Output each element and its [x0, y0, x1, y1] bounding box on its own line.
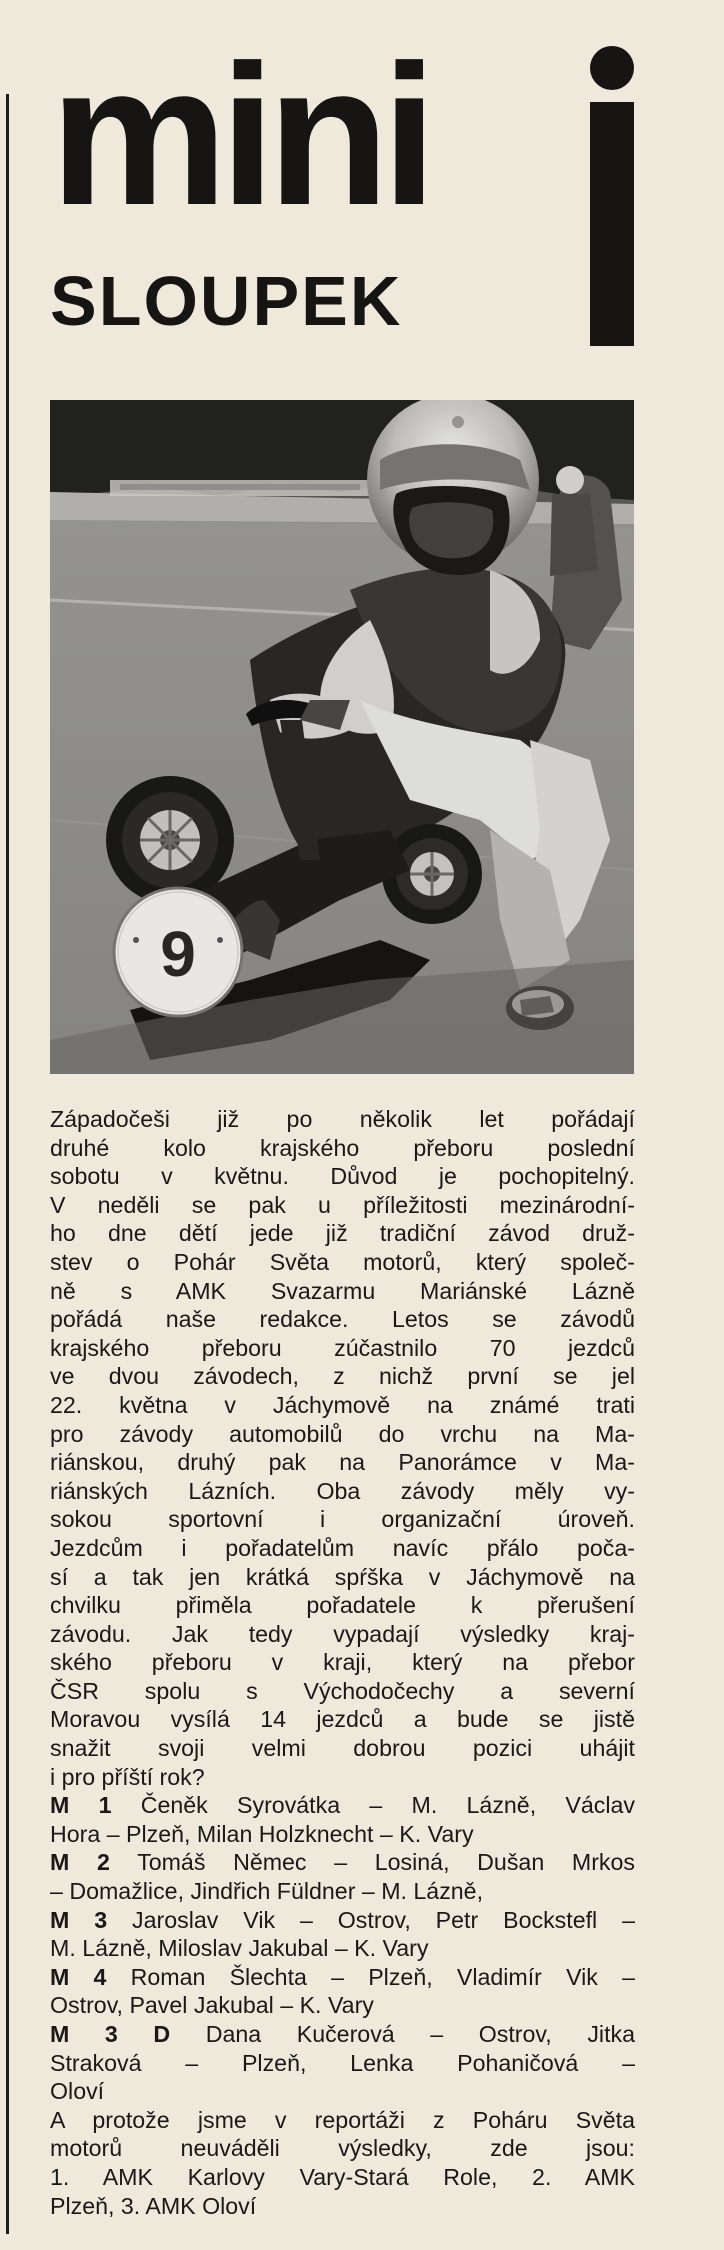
result-entry-m4: [50, 1963, 635, 2020]
result-category: M 1: [50, 1792, 112, 1819]
result-text: Ostrov, Pavel Jakubal – K. Vary: [50, 1992, 374, 2019]
article-line: ně s AMK Svazarmu Mariánské Lázně: [50, 1277, 635, 1304]
race-photo: [50, 400, 634, 1074]
left-column-rule: [6, 94, 9, 2234]
results-list: [50, 1791, 635, 2106]
article-line: chvilku přiměla pořadatele k přerušení: [50, 1592, 635, 1619]
article-line: motorů neuváděli výsledky, zde jsou:: [50, 2135, 635, 2162]
result-text: Hora – Plzeň, Milan Holzknecht – K. Vary: [50, 1820, 474, 1847]
article-line: Moravou vysílá 14 jezdců a bude se jistě: [50, 1706, 635, 1733]
article-line: pořádá naše redakce. Letos se závodů: [50, 1306, 635, 1333]
article-line: snažit svoji velmi dobrou pozici uhájit: [50, 1735, 635, 1762]
masthead-title-sloupek: SLOUPEK: [50, 262, 403, 340]
masthead-title-mini: mini: [50, 24, 430, 247]
article-line: i pro příští rok?: [50, 1763, 205, 1790]
result-text: M. Lázně, Miloslav Jakubal – K. Vary: [50, 1935, 429, 1962]
result-text: Čeněk Syrovátka – M. Lázně, Václav: [140, 1792, 635, 1819]
result-entry-m3: [50, 1906, 635, 1963]
result-text: Oloví: [50, 2078, 105, 2105]
article-line: Jezdcům i pořadatelům navíc přálo poča-: [50, 1534, 635, 1561]
article-line: stev o Pohár Světa motorů, který společ-: [50, 1248, 635, 1275]
article-closing-paragraph: [50, 2106, 635, 2220]
article-body: [50, 1105, 635, 2220]
result-category: M 3 D: [50, 2021, 171, 2047]
article-line: druhé kolo krajského přeboru poslední: [50, 1134, 635, 1161]
result-text: Tomáš Němec – Losiná, Dušan Mrkos: [137, 1849, 635, 1876]
result-text: Dana Kučerová – Ostrov, Jitka: [205, 2021, 635, 2047]
result-entry-m3d: [50, 2020, 635, 2106]
article-line: ČSR spolu s Východočechy a severní: [50, 1677, 635, 1704]
article-line: ve dvou závodech, z nichž první se jel: [50, 1363, 635, 1390]
result-category: M 3: [50, 1906, 108, 1933]
result-text: – Domažlice, Jindřich Füldner – M. Lázně,: [50, 1878, 484, 1905]
result-entry-m2: [50, 1848, 635, 1905]
article-line: ského přeboru v kraji, který na přebor: [50, 1649, 635, 1676]
article-line: sí a tak jen krátká spŕška v Jáchymově na: [50, 1563, 635, 1590]
article-line: Západočeši již po několik let pořádají: [50, 1106, 635, 1132]
article-line: ho dne dětí jede již tradiční závod druž-: [50, 1220, 635, 1247]
article-line: Plzeň, 3. AMK Oloví: [50, 2192, 257, 2219]
result-entry-m1: [50, 1791, 635, 1848]
article-line: sokou sportovní i organizační úroveň.: [50, 1506, 635, 1533]
article-line: V neděli se pak u příležitosti mezinárodní-: [50, 1191, 635, 1218]
result-text: Jaroslav Vik – Ostrov, Petr Bockstefl –: [132, 1906, 635, 1933]
article-line: pro závody automobilů do vrchu na Ma-: [50, 1420, 635, 1447]
result-text: Roman Šlechta – Plzeň, Vladimír Vik –: [130, 1963, 635, 1990]
child-kart-racer-photo: [50, 400, 634, 1074]
article-line: riánskou, druhý pak na Panorámce v Ma-: [50, 1449, 635, 1476]
article-line: krajského přeboru zúčastnilo 70 jezdců: [50, 1334, 635, 1361]
article-line: 1. AMK Karlovy Vary-Stará Role, 2. AMK: [50, 2163, 635, 2190]
kart-number-plate: 9: [160, 918, 196, 990]
result-category: M 2: [50, 1849, 110, 1876]
article-line: sobotu v květnu. Důvod je pochopitelný.: [50, 1163, 635, 1190]
masthead: [50, 24, 630, 346]
masthead-j-stem: [590, 46, 634, 346]
article-line: riánských Lázních. Oba závody měly vy-: [50, 1477, 635, 1504]
result-text: Straková – Plzeň, Lenka Pohaničová –: [50, 2049, 635, 2076]
article-line: A protože jsme v reportáži z Poháru Světa: [50, 2106, 635, 2133]
article-line: 22. května v Jáchymově na známé trati: [50, 1391, 635, 1418]
result-category: M 4: [50, 1963, 107, 1990]
article-line: závodu. Jak tedy vypadají výsledky kraj-: [50, 1620, 635, 1647]
article-lead-paragraph: [50, 1105, 635, 1791]
